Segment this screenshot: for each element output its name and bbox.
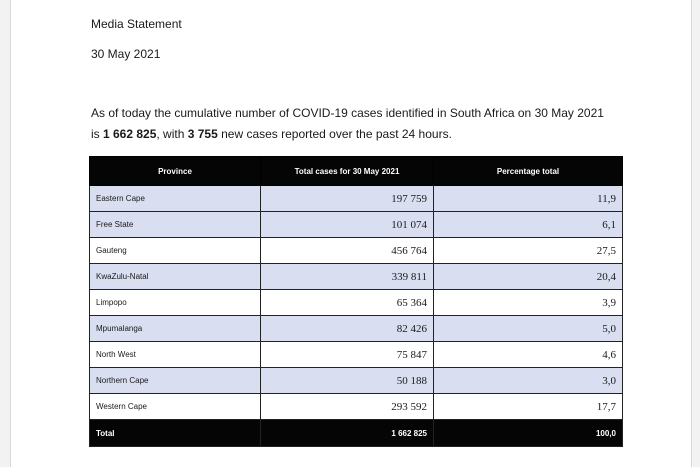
cases-cell: 101 074 — [261, 212, 434, 238]
table-row — [90, 238, 623, 264]
cumulative-total: 1 662 825 — [103, 127, 157, 141]
para-suffix: new cases reported over the past 24 hours. — [217, 127, 452, 141]
header-province: Province — [90, 157, 261, 186]
percentage-cell: 5,0 — [434, 316, 623, 342]
statement-heading: Media Statement — [91, 17, 182, 31]
percentage-cell: 17,7 — [434, 394, 623, 420]
province-cell: North West — [90, 342, 261, 368]
cases-cell: 50 188 — [261, 368, 434, 394]
table-row — [90, 290, 623, 316]
province-cell: Free State — [90, 212, 261, 238]
header-percentage: Percentage total — [434, 157, 623, 186]
cases-cell: 82 426 — [261, 316, 434, 342]
cases-cell: 293 592 — [261, 394, 434, 420]
table-row — [90, 368, 623, 394]
para-prefix: As of today the cumulative number of COVID-19 cases identified in South Africa on 30 May 2021 is — [91, 106, 604, 141]
table-row — [90, 186, 623, 212]
percentage-cell: 3,9 — [434, 290, 623, 316]
province-cell: Northern Cape — [90, 368, 261, 394]
para-middle: , with — [156, 127, 188, 141]
statement-paragraph — [91, 103, 611, 145]
cases-cell: 75 847 — [261, 342, 434, 368]
total-cases-cell: 1 662 825 — [261, 420, 434, 447]
table-header-row — [90, 157, 623, 186]
table-row — [90, 316, 623, 342]
cases-cell: 339 811 — [261, 264, 434, 290]
cases-cell: 456 764 — [261, 238, 434, 264]
province-cell: Mpumalanga — [90, 316, 261, 342]
percentage-cell: 3,0 — [434, 368, 623, 394]
cases-cell: 65 364 — [261, 290, 434, 316]
total-label-cell: Total — [90, 420, 261, 447]
percentage-cell: 11,9 — [434, 186, 623, 212]
document-page — [10, 0, 692, 467]
header-total-cases: Total cases for 30 May 2021 — [261, 157, 434, 186]
table-row — [90, 342, 623, 368]
province-cell: KwaZulu-Natal — [90, 264, 261, 290]
table-total-row — [90, 420, 623, 447]
percentage-cell: 6,1 — [434, 212, 623, 238]
cases-cell: 197 759 — [261, 186, 434, 212]
percentage-cell: 20,4 — [434, 264, 623, 290]
new-cases: 3 755 — [187, 127, 218, 141]
total-percentage-cell: 100,0 — [434, 420, 623, 447]
province-cases-table — [89, 156, 623, 447]
statement-date: 30 May 2021 — [91, 47, 161, 61]
percentage-cell: 27,5 — [434, 238, 623, 264]
province-cell: Gauteng — [90, 238, 261, 264]
province-cell: Limpopo — [90, 290, 261, 316]
table-row — [90, 394, 623, 420]
province-cell: Western Cape — [90, 394, 261, 420]
table-row — [90, 264, 623, 290]
percentage-cell: 4,6 — [434, 342, 623, 368]
province-cell: Eastern Cape — [90, 186, 261, 212]
table-row — [90, 212, 623, 238]
